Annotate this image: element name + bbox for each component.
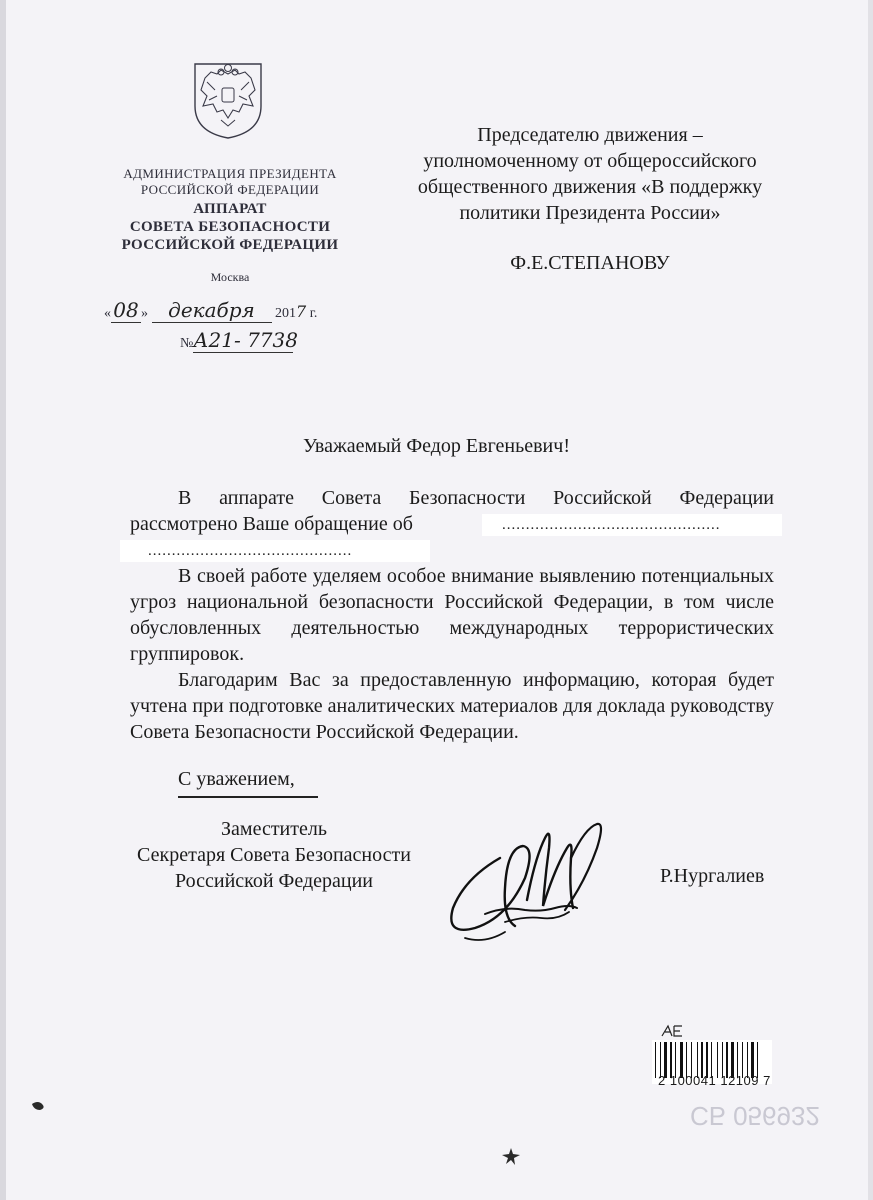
paragraph-1-line-1: В аппарате Совета Безопасности Российской Федерации xyxy=(178,487,774,509)
page-edge-shadow-right xyxy=(868,0,873,1200)
date-quote-close: » xyxy=(141,306,148,321)
letter-number xyxy=(180,328,298,353)
handwritten-signature xyxy=(445,818,620,953)
addressee-line-2: уполномоченному от общероссийского xyxy=(423,150,757,172)
greeting: Уважаемый Федор Евгеньевич! xyxy=(303,435,570,457)
date-year-digit: 7 xyxy=(296,302,307,321)
administration-line-2: РОССИЙСКОЙ ФЕДЕРАЦИИ xyxy=(140,182,320,197)
signer-title-line-1: Заместитель xyxy=(221,818,327,840)
addressee-block xyxy=(385,122,795,226)
redacted-field-1: .............................................. xyxy=(482,514,782,536)
date-year-prefix: 201 xyxy=(275,306,296,321)
signer-title xyxy=(118,816,430,894)
addressee-line-3: общественного движения «В поддержку xyxy=(417,176,763,198)
date-quote-open: « xyxy=(104,306,111,321)
closing-regards: С уважением, xyxy=(178,768,295,790)
city: Москва xyxy=(210,270,250,284)
bleed-through-stamp: СБ 056932 xyxy=(690,1101,820,1131)
date-suffix: г. xyxy=(309,306,318,321)
scan-speck xyxy=(30,1098,50,1112)
addressee-line-1: Председателю движения – xyxy=(477,124,703,146)
apparat-header xyxy=(100,200,360,254)
paragraph-3: Благодарим Вас за предоставленную информацию, которая будет учтена при подготовке аналитических материалов для доклада руководству Совета Безопасности Российской Федерации. xyxy=(130,669,774,743)
number-prefix: № xyxy=(180,336,194,351)
administration-line-1: АДМИНИСТРАЦИЯ ПРЕЗИДЕНТА xyxy=(123,166,337,181)
paragraph-3-block xyxy=(130,667,774,745)
paragraph-2: В своей работе уделяем особое внимание выявлению потенциальных угроз национальной безопасности Российской Федерации, в том числе обусловленных деятельностью международных террористических группировок. xyxy=(130,565,774,665)
apparat-line-1: АППАРАТ xyxy=(193,201,267,217)
paragraph-1-line-2: рассмотрено Ваше обращение об xyxy=(130,513,413,535)
redacted-field-2: ........................................... xyxy=(120,540,430,562)
addressee-name: Ф.Е.СТЕПАНОВУ xyxy=(510,252,670,274)
closing-underline xyxy=(178,796,318,798)
signer-title-line-2: Секретаря Совета Безопасности xyxy=(137,844,411,866)
signer-title-line-3: Российской Федерации xyxy=(174,870,374,892)
coat-of-arms-icon xyxy=(191,60,265,140)
apparat-line-3: РОССИЙСКОЙ ФЕДЕРАЦИИ xyxy=(121,237,339,253)
apparat-line-2: СОВЕТА БЕЗОПАСНОСТИ xyxy=(129,219,331,235)
number-value: А21- 7738 xyxy=(193,328,298,352)
page-edge-shadow xyxy=(0,0,6,1200)
barcode-number: 2 100041 12109 7 xyxy=(658,1073,771,1088)
signer-name: Р.Нургалиев xyxy=(660,865,765,887)
scan-speck xyxy=(500,1146,522,1166)
sticker-logo-icon xyxy=(660,1024,688,1038)
date-day: 08 xyxy=(111,298,141,323)
letter-date xyxy=(104,298,317,323)
paragraph-2-block xyxy=(130,563,774,667)
administration-header xyxy=(100,166,360,198)
addressee-line-4: политики Президента России» xyxy=(459,202,721,224)
date-month: декабря xyxy=(152,298,272,323)
